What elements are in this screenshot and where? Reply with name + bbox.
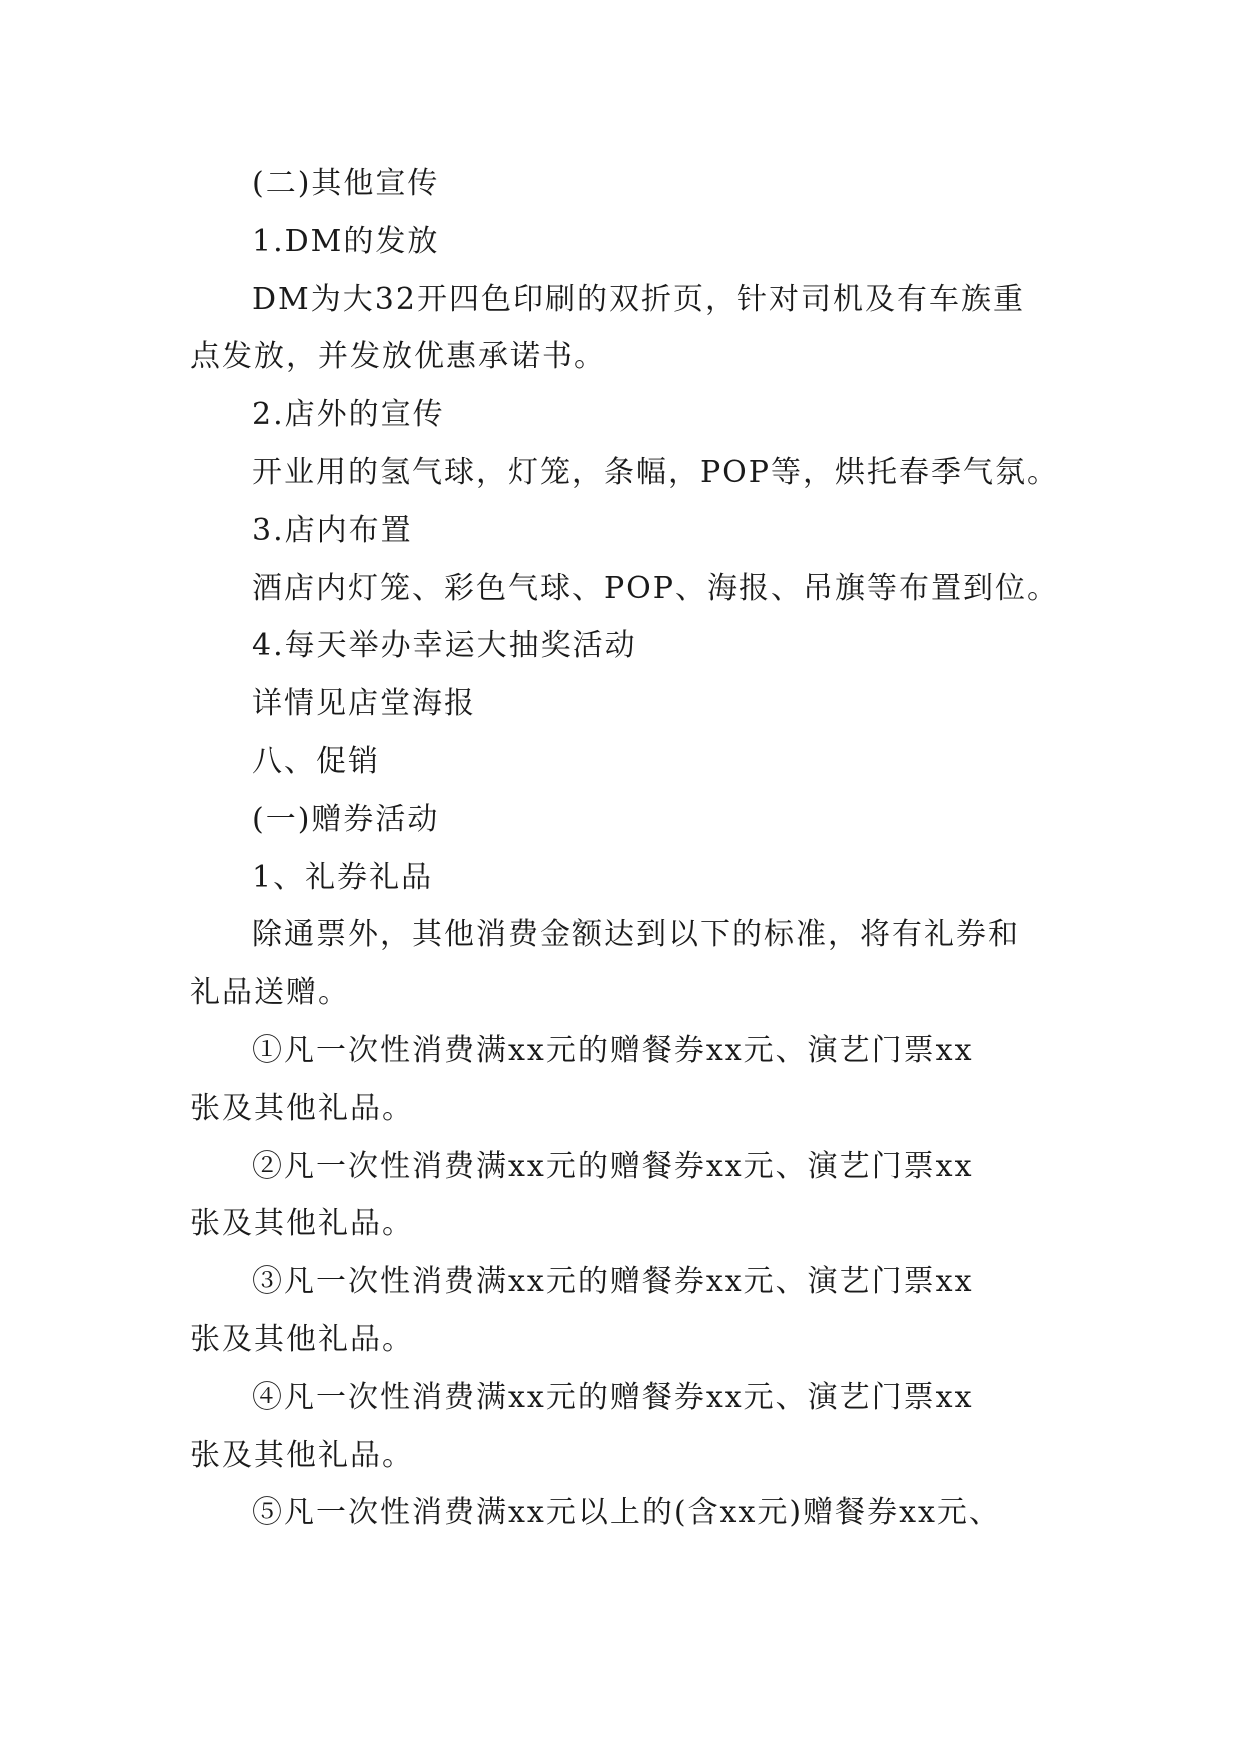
- list-item-line: 张及其他礼品。: [190, 1437, 414, 1473]
- paragraph-line: 礼品送赠。: [190, 975, 350, 1011]
- item-heading-dm-distribution: 1.DM的发放: [252, 223, 440, 259]
- paragraph-line: DM为大32开四色印刷的双折页，针对司机及有车族重: [252, 281, 1025, 317]
- list-item-line: ②凡一次性消费满xx元的赠餐券xx元、演艺门票xx: [252, 1148, 974, 1184]
- paragraph-line: 详情见店堂海报: [252, 686, 476, 722]
- paragraph-line: 开业用的氢气球，灯笼，条幅，POP等，烘托春季气氛。: [252, 454, 1059, 490]
- list-item-line: ⑤凡一次性消费满xx元以上的(含xx元)赠餐券xx元、: [252, 1495, 1001, 1531]
- list-item-line: 张及其他礼品。: [190, 1321, 414, 1357]
- item-heading-indoor-layout: 3.店内布置: [252, 512, 413, 548]
- section-heading-promotion: 八、促销: [252, 743, 380, 779]
- item-heading-gift-coupons: 1、礼券礼品: [252, 859, 434, 895]
- list-item-line: 张及其他礼品。: [190, 1206, 414, 1242]
- list-item-line: ①凡一次性消费满xx元的赠餐券xx元、演艺门票xx: [252, 1032, 974, 1068]
- paragraph-line: 除通票外，其他消费金额达到以下的标准，将有礼券和: [252, 917, 1020, 953]
- subsection-heading-coupon-activity: (一)赠券活动: [252, 801, 440, 837]
- list-item-line: ③凡一次性消费满xx元的赠餐券xx元、演艺门票xx: [252, 1264, 974, 1300]
- section-heading-other-promotion: (二)其他宣传: [252, 166, 440, 201]
- item-heading-lucky-draw: 4.每天举办幸运大抽奖活动: [252, 628, 637, 664]
- paragraph-line: 点发放，并发放优惠承诺书。: [190, 339, 606, 375]
- paragraph-line: 酒店内灯笼、彩色气球、POP、海报、吊旗等布置到位。: [252, 570, 1059, 606]
- item-heading-outdoor-promotion: 2.店外的宣传: [252, 397, 445, 433]
- document-body: [190, 155, 1070, 1542]
- list-item-line: 张及其他礼品。: [190, 1090, 414, 1126]
- list-item-line: ④凡一次性消费满xx元的赠餐券xx元、演艺门票xx: [252, 1379, 974, 1415]
